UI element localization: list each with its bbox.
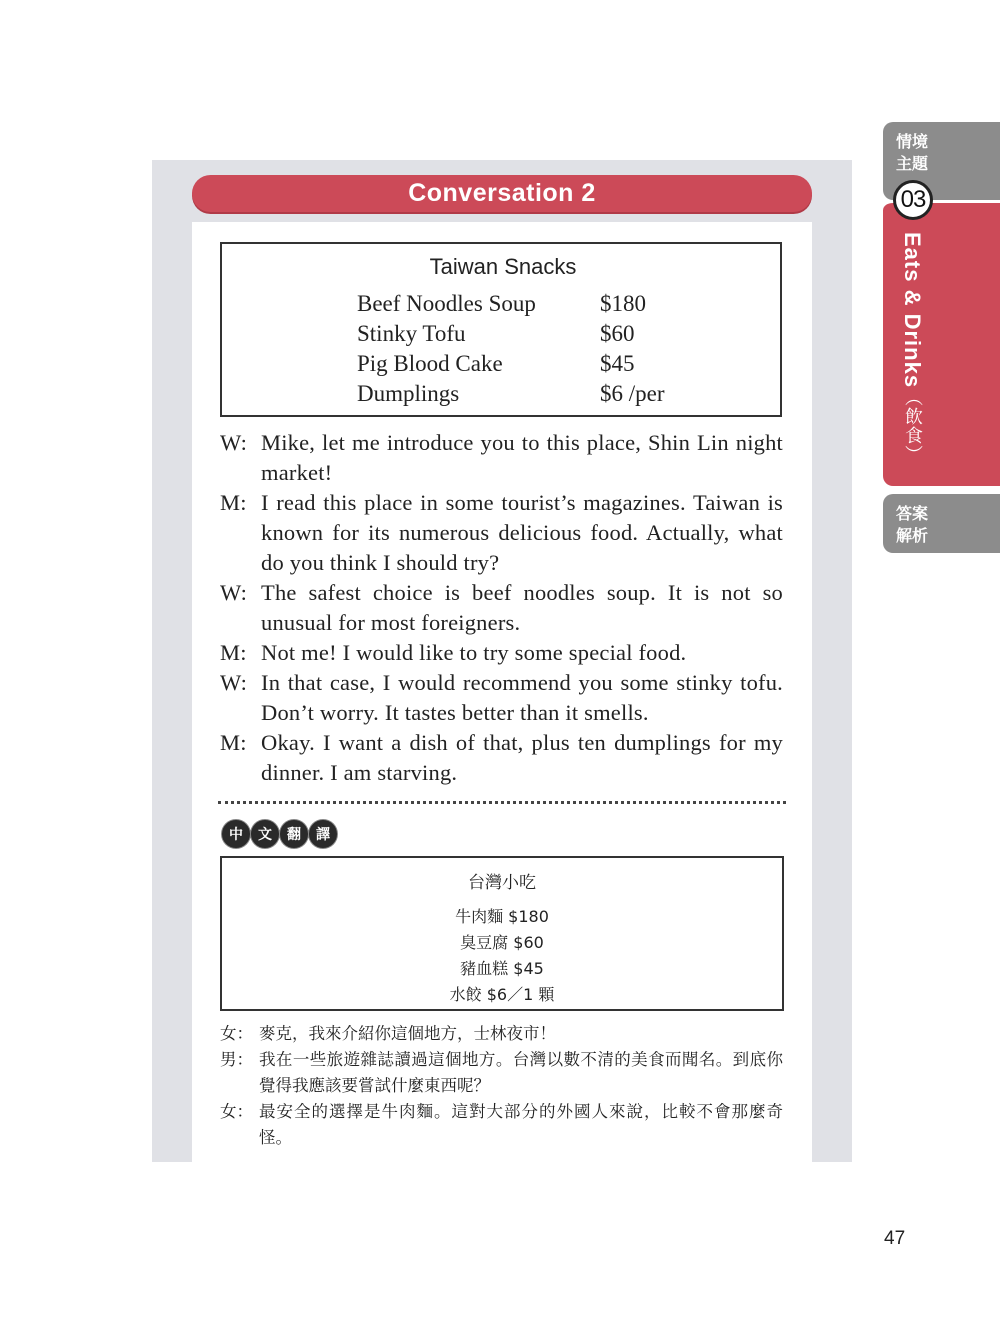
dialogue-line xyxy=(220,668,783,728)
translation-text: 我在一些旅遊雜誌讀過這個地方。台灣以數不清的美食而聞名。到底你覺得我應該要嘗試什麼東西呢？ xyxy=(259,1050,783,1095)
answer-tab[interactable] xyxy=(883,494,1000,553)
menu-title: Taiwan Snacks xyxy=(429,254,577,279)
badge-char: 文 xyxy=(251,820,279,848)
dialogue-line xyxy=(220,428,783,488)
menu-item-price: $60 xyxy=(600,321,635,346)
conversation-banner xyxy=(192,175,812,212)
speaker-label: M: xyxy=(220,730,247,755)
theme-tab-label-line1: 情境 xyxy=(896,132,929,151)
dialogue-text: Okay. I want a dish of that, plus ten dumplings for my dinner. I am starving. xyxy=(261,730,783,785)
conversation-title: Conversation 2 xyxy=(408,179,596,207)
translation-speaker: 女： xyxy=(220,1102,253,1121)
menu-row xyxy=(357,321,757,351)
section-divider xyxy=(218,801,786,804)
dialogue-line xyxy=(220,488,783,578)
dialogue-line xyxy=(220,638,783,668)
answer-tab-label-line1: 答案 xyxy=(896,504,929,523)
translation-menu-title: 台灣小吃 xyxy=(468,873,536,893)
menu-item-name: Stinky Tofu xyxy=(357,321,466,346)
speaker-label: W: xyxy=(220,580,248,605)
dialogue-text: Not me! I would like to try some special food. xyxy=(261,640,687,665)
badge-char: 中 xyxy=(222,820,250,848)
chapter-name xyxy=(899,232,925,464)
dialogue-text: In that case, I would recommend you some stinky tofu. Don’t worry. It tastes better than it smells. xyxy=(261,670,783,725)
menu-row xyxy=(357,381,757,411)
translation-speaker: 男： xyxy=(220,1050,253,1069)
translation-speaker: 女： xyxy=(220,1024,253,1043)
dialogue-line xyxy=(220,728,783,788)
answer-tab-label xyxy=(896,503,928,547)
theme-tab-label-line2: 主題 xyxy=(896,154,929,173)
translation-menu-item: 水餃 $6／1 顆 xyxy=(449,985,555,1004)
chapter-name-en: Eats & Drinks xyxy=(900,232,925,389)
chapter-name-cn: （飲食） xyxy=(902,388,923,465)
translation-dialogue xyxy=(220,1021,783,1151)
chapter-number: 03 xyxy=(900,186,926,213)
page-number: 47 xyxy=(884,1228,906,1249)
dialogue-text: The safest choice is beef noodles soup. It is not so unusual for most foreigners. xyxy=(261,580,783,635)
menu-box xyxy=(220,242,782,417)
speaker-label: W: xyxy=(220,670,248,695)
chapter-number-badge xyxy=(893,180,933,220)
translation-menu-box xyxy=(220,856,784,1011)
translation-line xyxy=(220,1099,783,1151)
theme-tab-label xyxy=(896,131,928,175)
speaker-label: M: xyxy=(220,490,247,515)
menu-row xyxy=(357,351,757,381)
dialogue-text: Mike, let me introduce you to this place, Shin Lin night market! xyxy=(261,430,783,485)
speaker-label: W: xyxy=(220,430,248,455)
translation-text: 最安全的選擇是牛肉麵。這對大部分的外國人來說，比較不會那麼奇怪。 xyxy=(259,1102,783,1147)
menu-item-price: $45 xyxy=(600,351,635,376)
menu-item-name: Pig Blood Cake xyxy=(357,351,503,376)
menu-item-name: Dumplings xyxy=(357,381,460,406)
translation-menu-item: 豬血糕 $45 xyxy=(460,959,544,978)
translation-menu-item: 牛肉麵 $180 xyxy=(455,907,549,926)
translation-line xyxy=(220,1047,783,1099)
badge-char: 譯 xyxy=(309,820,337,848)
menu-row xyxy=(357,291,757,321)
menu-item-price: $6 /per xyxy=(600,381,665,406)
menu-item-name: Beef Noodles Soup xyxy=(357,291,536,316)
translation-badge xyxy=(222,818,337,848)
translation-menu-item: 臭豆腐 $60 xyxy=(460,933,544,952)
dialogue xyxy=(220,428,783,788)
dialogue-text: I read this place in some tourist’s magazines. Taiwan is known for its numerous delicious food. Actually, what do you think I should try? xyxy=(261,490,783,575)
translation-text: 麥克，我來介紹你這個地方，士林夜市！ xyxy=(259,1024,556,1043)
dialogue-line xyxy=(220,578,783,638)
menu-item-price: $180 xyxy=(600,291,646,316)
badge-char: 翻 xyxy=(280,820,308,848)
answer-tab-label-line2: 解析 xyxy=(896,526,929,545)
translation-line xyxy=(220,1021,783,1047)
speaker-label: M: xyxy=(220,640,247,665)
